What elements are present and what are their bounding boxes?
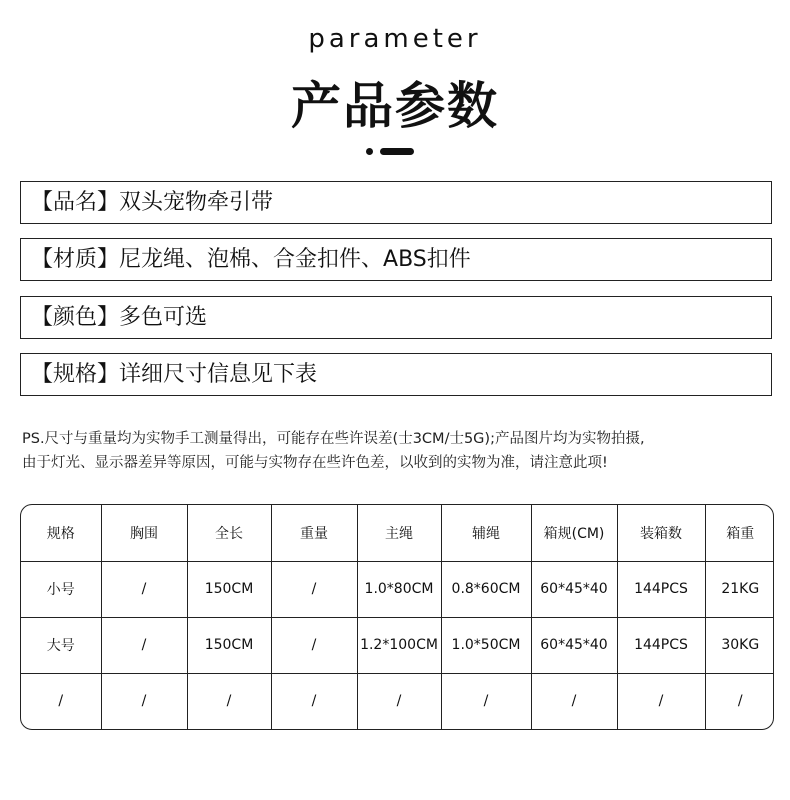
column-header: 规格 bbox=[21, 505, 101, 561]
info-value: 多色可选 bbox=[119, 305, 208, 330]
column-header: 辅绳 bbox=[441, 505, 531, 561]
info-key: 【规格】 bbox=[31, 362, 120, 387]
table-cell: 60*45*40 bbox=[531, 617, 617, 673]
table-cell: / bbox=[271, 673, 357, 729]
info-value: 双头宠物牵引带 bbox=[119, 190, 274, 215]
column-header: 全长 bbox=[187, 505, 271, 561]
table-cell: / bbox=[531, 673, 617, 729]
page-subtitle: parameter bbox=[308, 24, 482, 54]
note-line: 由于灯光、显示器差异等原因，可能与实物存在些许色差，以收到的实物为准，请注意此项! bbox=[22, 455, 608, 471]
info-row-name bbox=[20, 181, 772, 224]
table-cell: 60*45*40 bbox=[531, 561, 617, 617]
info-value: 详细尺寸信息见下表 bbox=[119, 362, 318, 387]
table-cell: 1.2*100CM bbox=[357, 617, 441, 673]
table-cell: / bbox=[737, 693, 743, 710]
disclaimer-note bbox=[22, 427, 774, 475]
column-header: 胸围 bbox=[101, 505, 187, 561]
table-cell: / bbox=[271, 617, 357, 673]
table-cell: / bbox=[271, 561, 357, 617]
info-value: 尼龙绳、泡棉、合金扣件、ABS扣件 bbox=[119, 247, 471, 272]
table-cell: 30KG bbox=[705, 617, 774, 673]
header bbox=[0, 0, 790, 170]
decorative-dot bbox=[366, 148, 373, 155]
info-row-color bbox=[20, 296, 772, 339]
info-row-spec bbox=[20, 353, 772, 396]
decorative-bar bbox=[380, 148, 414, 155]
table-cell: 大号 bbox=[21, 617, 101, 673]
column-header: 箱重 bbox=[705, 505, 774, 561]
table-cell: / bbox=[101, 561, 187, 617]
table-cell: 0.8*60CM bbox=[441, 561, 531, 617]
table-cell: / bbox=[357, 673, 441, 729]
table-cell: 144PCS bbox=[617, 561, 705, 617]
table-header-row bbox=[21, 505, 774, 561]
note-line: PS.尺寸与重量均为实物手工测量得出，可能存在些许误差(士3CM/士5G);产品图片均为实物拍摄, bbox=[22, 431, 645, 447]
column-header: 主绳 bbox=[357, 505, 441, 561]
table-cell: 1.0*80CM bbox=[357, 561, 441, 617]
table-cell: 1.0*50CM bbox=[441, 617, 531, 673]
table-cell: 21KG bbox=[705, 561, 774, 617]
table-cell: / bbox=[441, 673, 531, 729]
table-cell: 小号 bbox=[21, 561, 101, 617]
table-cell: 150CM bbox=[187, 561, 271, 617]
table-cell: 144PCS bbox=[617, 617, 705, 673]
table-cell: / bbox=[617, 673, 705, 729]
table-cell: / bbox=[21, 673, 101, 729]
column-header: 箱规(CM) bbox=[531, 505, 617, 561]
table-row bbox=[21, 561, 774, 617]
table-row bbox=[21, 673, 774, 729]
info-key: 【颜色】 bbox=[31, 305, 120, 330]
table-cell: / bbox=[101, 617, 187, 673]
page-title: 产品参数 bbox=[291, 77, 499, 135]
info-key: 【材质】 bbox=[31, 247, 120, 272]
spec-table-grid bbox=[21, 505, 774, 729]
table-cell: 150CM bbox=[187, 617, 271, 673]
table-cell: / bbox=[187, 673, 271, 729]
table-row bbox=[21, 617, 774, 673]
column-header: 重量 bbox=[271, 505, 357, 561]
table-cell: / bbox=[101, 673, 187, 729]
info-key: 【品名】 bbox=[31, 190, 120, 215]
column-header: 装箱数 bbox=[617, 505, 705, 561]
spec-table bbox=[20, 504, 774, 730]
info-row-material bbox=[20, 238, 772, 281]
